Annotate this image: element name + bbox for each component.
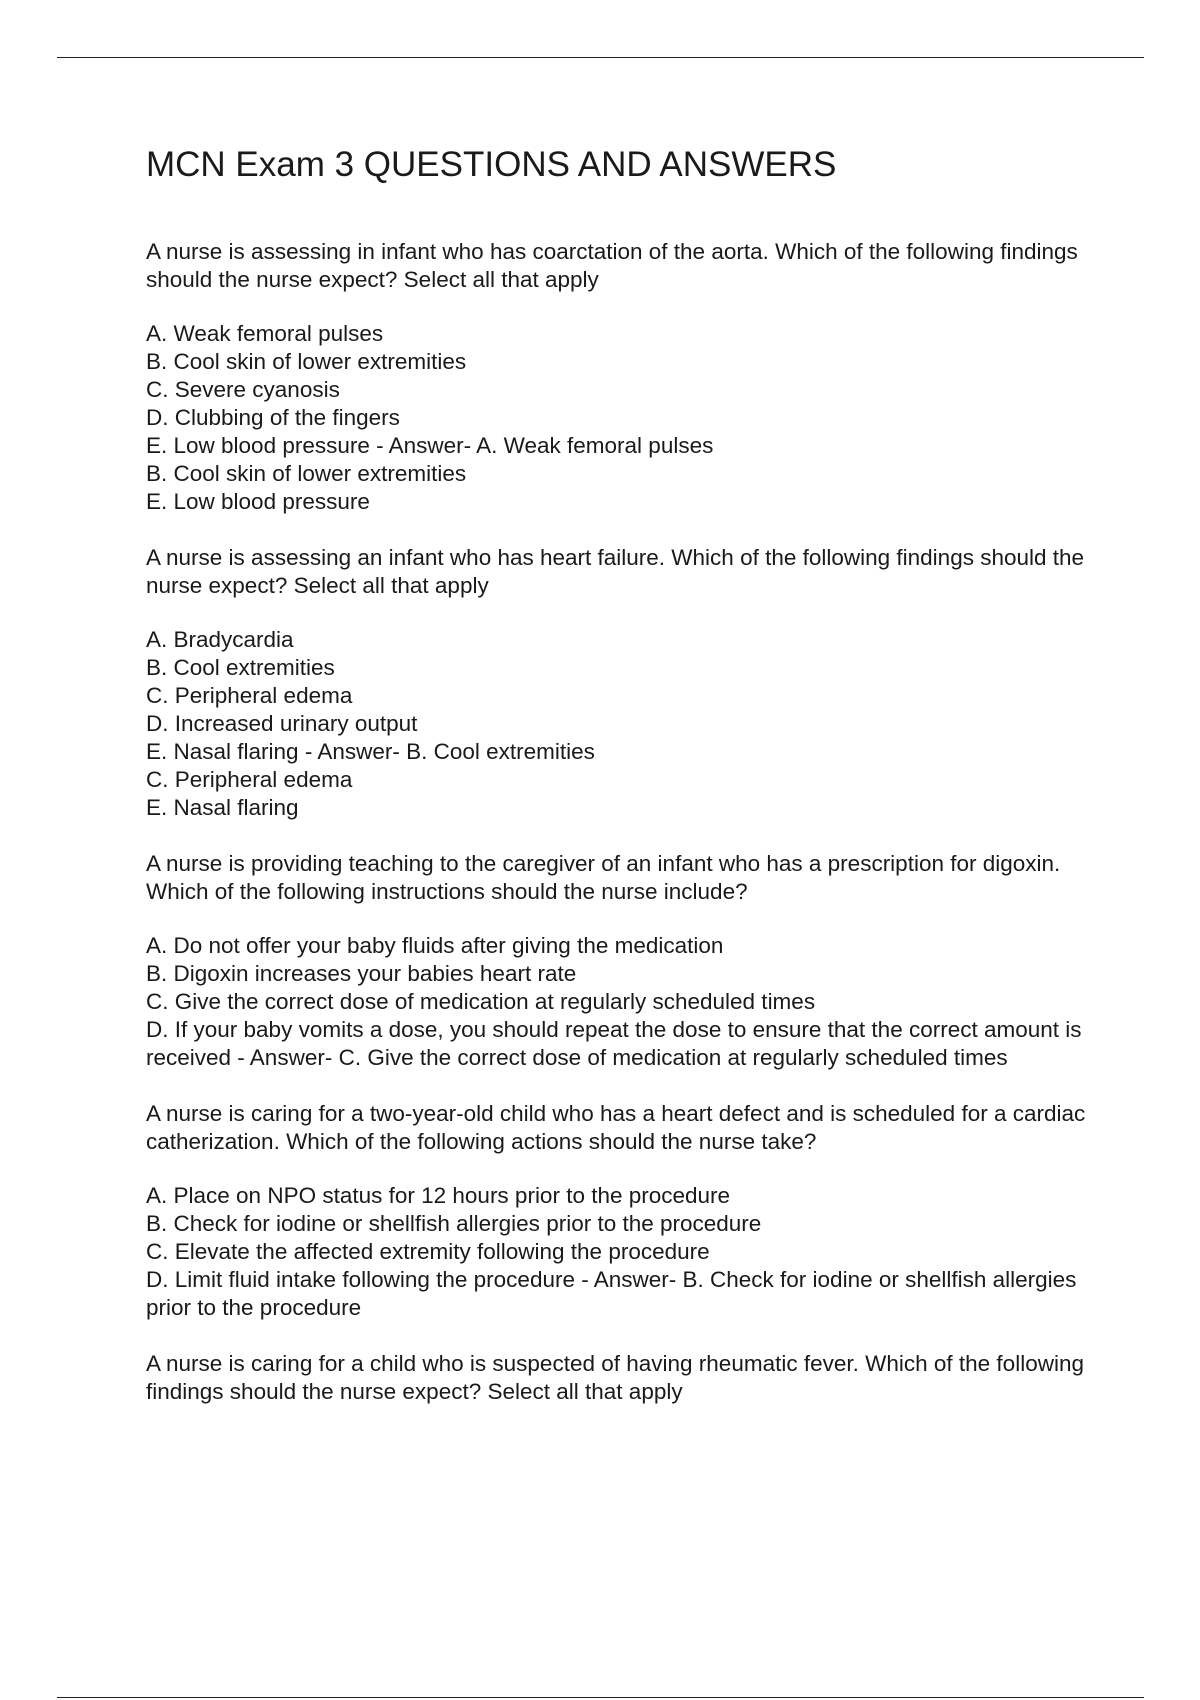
answer-options [146, 626, 1086, 822]
question-2 [146, 544, 1086, 822]
option-line: E. Low blood pressure [146, 489, 370, 514]
document-title: MCN Exam 3 QUESTIONS AND ANSWERS [146, 145, 837, 184]
option-line: C. Peripheral edema [146, 683, 353, 708]
question-stem: A nurse is assessing an infant who has heart failure. Which of the following findings should the nurse expect? Select all that apply [146, 545, 1085, 598]
answer-options [146, 932, 1086, 1072]
question-stem: A nurse is assessing in infant who has coarctation of the aorta. Which of the following findings should the nurse expect? Select all that apply [146, 239, 1078, 292]
option-line: E. Nasal flaring [146, 795, 299, 820]
option-line: B. Cool skin of lower extremities [146, 461, 467, 486]
option-line: B. Cool extremities [146, 655, 335, 680]
option-line: D. If your baby vomits a dose, you should repeat the dose to ensure that the correct amount is received - Answer- C. Give the correct dose of medication at regularly scheduled times [146, 1017, 1082, 1070]
option-line: A. Weak femoral pulses [146, 321, 384, 346]
question-1 [146, 238, 1086, 516]
option-line: B. Cool skin of lower extremities [146, 349, 467, 374]
answer-options [146, 320, 1086, 516]
question-stem: A nurse is caring for a child who is suspected of having rheumatic fever. Which of the following findings should the nurse expect? Select all that apply [146, 1351, 1084, 1404]
option-line: C. Severe cyanosis [146, 377, 340, 402]
bottom-rule [57, 1697, 1144, 1698]
question-3 [146, 850, 1086, 1072]
question-4 [146, 1100, 1086, 1322]
option-line: C. Give the correct dose of medication at regularly scheduled times [146, 989, 816, 1014]
option-line: A. Bradycardia [146, 627, 294, 652]
option-line: D. Clubbing of the fingers [146, 405, 400, 430]
option-line: E. Nasal flaring - Answer- B. Cool extremities [146, 739, 595, 764]
option-line: B. Digoxin increases your babies heart rate [146, 961, 577, 986]
question-stem: A nurse is caring for a two-year-old child who has a heart defect and is scheduled for a cardiac catherization. Which of the following actions should the nurse take? [146, 1101, 1086, 1154]
option-line: D. Increased urinary output [146, 711, 418, 736]
option-line: C. Peripheral edema [146, 767, 353, 792]
answer-options [146, 1182, 1086, 1322]
option-line: D. Limit fluid intake following the procedure - Answer- B. Check for iodine or shellfish allergies prior to the procedure [146, 1267, 1077, 1320]
option-line: C. Elevate the affected extremity following the procedure [146, 1239, 710, 1264]
option-line: B. Check for iodine or shellfish allergies prior to the procedure [146, 1211, 762, 1236]
option-line: E. Low blood pressure - Answer- A. Weak femoral pulses [146, 433, 714, 458]
option-line: A. Do not offer your baby fluids after giving the medication [146, 933, 724, 958]
top-rule [57, 57, 1144, 58]
question-stem: A nurse is providing teaching to the caregiver of an infant who has a prescription for digoxin. Which of the following instructions should the nurse include? [146, 851, 1061, 904]
question-list [146, 238, 1086, 1406]
option-line: A. Place on NPO status for 12 hours prior to the procedure [146, 1183, 731, 1208]
question-5 [146, 1350, 1086, 1406]
document-page [146, 142, 1086, 1434]
